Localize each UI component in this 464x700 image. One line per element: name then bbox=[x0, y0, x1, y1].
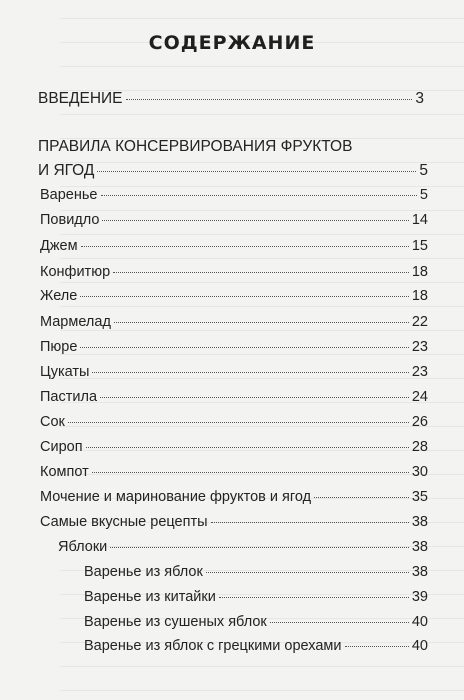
toc-entry-item[interactable] bbox=[40, 414, 428, 430]
leader-dots bbox=[110, 547, 409, 548]
toc-entry-subitem[interactable] bbox=[84, 564, 428, 580]
toc-entry-subitem[interactable] bbox=[84, 589, 428, 605]
toc-entry-label: Варенье из яблок bbox=[84, 564, 203, 580]
toc-entry-page: 18 bbox=[411, 288, 428, 304]
toc-entry-page: 14 bbox=[411, 212, 428, 228]
toc-entry-page: 35 bbox=[411, 489, 428, 505]
toc-entry-label: Цукаты bbox=[40, 364, 90, 380]
toc-entry-label: Варенье из китайки bbox=[84, 589, 216, 605]
leader-dots bbox=[68, 422, 409, 423]
toc-entry-item[interactable] bbox=[40, 464, 428, 480]
toc-entry-page: 5 bbox=[419, 162, 428, 179]
toc-entry-page: 18 bbox=[411, 264, 428, 280]
toc-entry-section[interactable] bbox=[38, 162, 428, 180]
toc-entry-page: 23 bbox=[411, 339, 428, 355]
page-title: СОДЕРЖАНИЕ bbox=[148, 32, 316, 54]
toc-entry-page: 22 bbox=[411, 314, 428, 330]
toc-entry-item[interactable] bbox=[40, 489, 428, 505]
toc-entry-label: Варенье из яблок с грецкими орехами bbox=[84, 638, 342, 654]
toc-entry-item[interactable] bbox=[40, 514, 428, 530]
leader-dots bbox=[97, 171, 416, 172]
leader-dots bbox=[314, 497, 409, 498]
toc-entry-label: Сироп bbox=[40, 439, 83, 455]
leader-dots bbox=[102, 220, 408, 221]
toc-entry-item[interactable] bbox=[40, 339, 428, 355]
toc-entry-item[interactable] bbox=[40, 187, 428, 203]
leader-dots bbox=[92, 372, 408, 373]
toc-entry-label: Желе bbox=[40, 288, 78, 304]
toc-entry-item[interactable] bbox=[40, 238, 428, 254]
toc-entry-page: 30 bbox=[411, 464, 428, 480]
toc-entry-intro[interactable] bbox=[38, 90, 424, 108]
leader-dots bbox=[92, 472, 409, 473]
leader-dots bbox=[80, 347, 408, 348]
toc-entry-label: Варенье bbox=[40, 187, 98, 203]
toc-entry-label: ВВЕДЕНИЕ bbox=[38, 90, 123, 107]
toc-entry-page: 15 bbox=[411, 238, 428, 254]
leader-dots bbox=[80, 296, 409, 297]
toc-entry-label: Джем bbox=[40, 238, 78, 254]
toc-entry-label: Повидло bbox=[40, 212, 100, 228]
leader-dots bbox=[86, 447, 409, 448]
leader-dots bbox=[270, 622, 409, 623]
toc-entry-item[interactable] bbox=[40, 288, 428, 304]
leader-dots bbox=[206, 572, 409, 573]
toc-entry-item[interactable] bbox=[40, 364, 428, 380]
leader-dots bbox=[114, 322, 409, 323]
toc-entry-page: 24 bbox=[411, 389, 428, 405]
toc-entry-page: 3 bbox=[415, 90, 424, 107]
toc-entry-subitem[interactable] bbox=[84, 614, 428, 630]
toc-entry-label: Самые вкусные рецепты bbox=[40, 514, 208, 530]
toc-entry-label: Конфитюр bbox=[40, 264, 111, 280]
leader-dots bbox=[345, 646, 409, 647]
toc-entry-label: Яблоки bbox=[58, 539, 108, 555]
toc-entry-page: 39 bbox=[411, 589, 428, 605]
toc-entry-page: 38 bbox=[411, 514, 428, 530]
toc-entry-page: 38 bbox=[411, 539, 428, 555]
toc-entry-page: 40 bbox=[411, 614, 428, 630]
toc-entry-item[interactable] bbox=[40, 264, 428, 280]
toc-entry-page: 23 bbox=[411, 364, 428, 380]
toc-entry-label: И ЯГОД bbox=[38, 162, 95, 179]
toc-entry-item[interactable] bbox=[40, 212, 428, 228]
toc-entry-label: Сок bbox=[40, 414, 65, 430]
leader-dots bbox=[100, 397, 409, 398]
toc-entry-item[interactable] bbox=[40, 314, 428, 330]
toc-entry-label: Мармелад bbox=[40, 314, 111, 330]
leader-dots bbox=[219, 597, 409, 598]
leader-dots bbox=[211, 522, 409, 523]
leader-dots bbox=[81, 246, 409, 247]
toc-entry-page: 38 bbox=[411, 564, 428, 580]
toc-entry-page: 5 bbox=[419, 187, 428, 203]
leader-dots bbox=[113, 272, 409, 273]
toc-entry-item[interactable] bbox=[40, 389, 428, 405]
leader-dots bbox=[126, 99, 413, 100]
section-heading-line1: ПРАВИЛА КОНСЕРВИРОВАНИЯ ФРУКТОВ bbox=[38, 138, 353, 155]
toc-entry-page: 28 bbox=[411, 439, 428, 455]
toc-entry-label: Компот bbox=[40, 464, 89, 480]
toc-entry-subitem[interactable] bbox=[84, 638, 428, 654]
toc-entry-label: Пюре bbox=[40, 339, 78, 355]
toc-entry-label: Мочение и маринование фруктов и ягод bbox=[40, 489, 312, 505]
toc-entry-label: Пастила bbox=[40, 389, 98, 405]
toc-entry-page: 26 bbox=[411, 414, 428, 430]
toc-entry-item[interactable] bbox=[40, 439, 428, 455]
toc-entry-subitem[interactable] bbox=[58, 539, 428, 555]
toc-entry-label: Варенье из сушеных яблок bbox=[84, 614, 267, 630]
leader-dots bbox=[101, 195, 417, 196]
toc-entry-page: 40 bbox=[411, 638, 428, 654]
